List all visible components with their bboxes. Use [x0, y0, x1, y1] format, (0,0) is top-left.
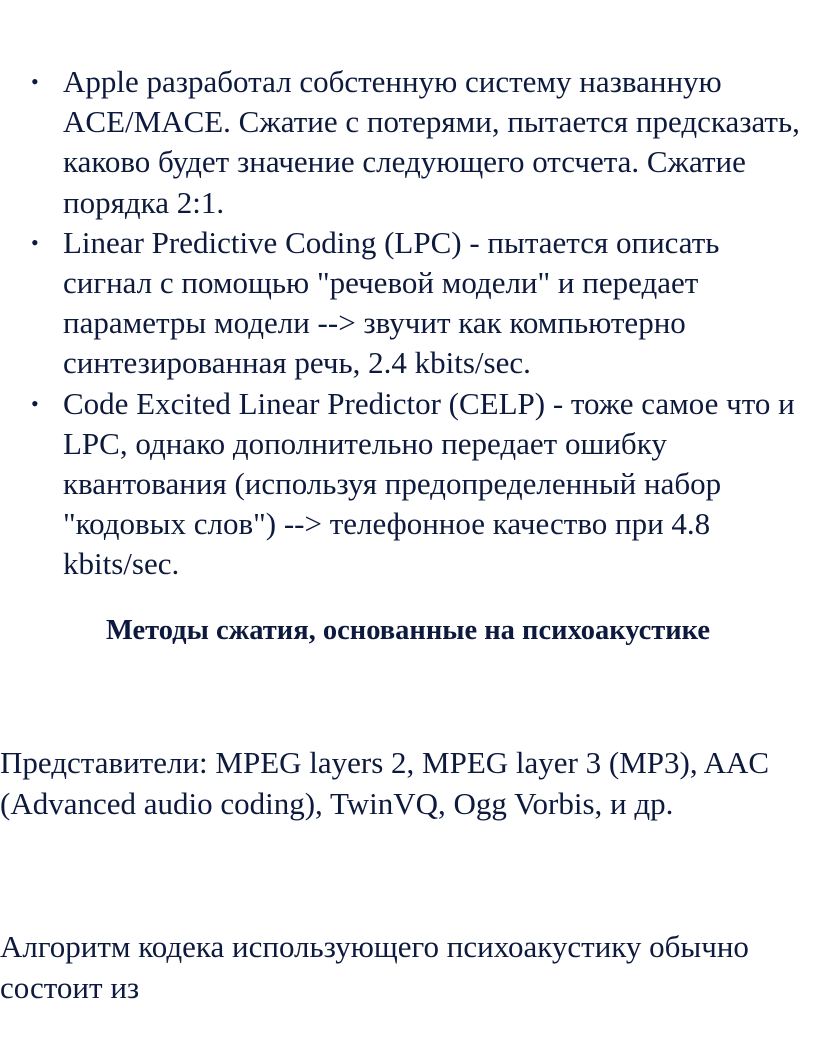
paragraph-representatives: Представители: MPEG layers 2, MPEG layer 3 (MP3), AAC (Advanced audio coding), TwinVQ, Ogg Vorbis, и др.	[0, 745, 770, 821]
bullet-dot-icon: •	[31, 390, 39, 416]
bullet-item-lpc	[0, 223, 816, 384]
section-heading: Методы сжатия, основанные на психоакустике	[105, 615, 711, 646]
bullet-dot-icon: •	[31, 69, 39, 94]
bullet-list	[0, 62, 816, 585]
bullet-text: Apple разработал собстенную систему названную ACE/MACE. Сжатие с потерями, пытается предсказать, каково будет значение следующего отсчета. Сжатие порядка 2:1.	[63, 64, 800, 220]
bullet-dot-icon: •	[31, 229, 39, 255]
bullet-item-ace-mace	[0, 62, 816, 223]
paragraph-algorithm: Алгоритм кодека использующего психоакустику обычно состоит из	[0, 929, 749, 1005]
bullet-item-celp	[0, 384, 816, 585]
bullet-text: Code Excited Linear Predictor (CELP) - тоже самое что и LPC, однако дополнительно передает ошибку квантования (используя предопределенный набор "кодовых слов") --> телефонное качество при 4.8 kbits/sec.	[63, 385, 795, 582]
bullet-text: Linear Predictive Coding (LPC) - пытается описать сигнал с помощью "речевой модели" и передает параметры модели --> звучит как компьютерно синтезированная речь, 2.4 kbits/sec.	[63, 224, 720, 381]
